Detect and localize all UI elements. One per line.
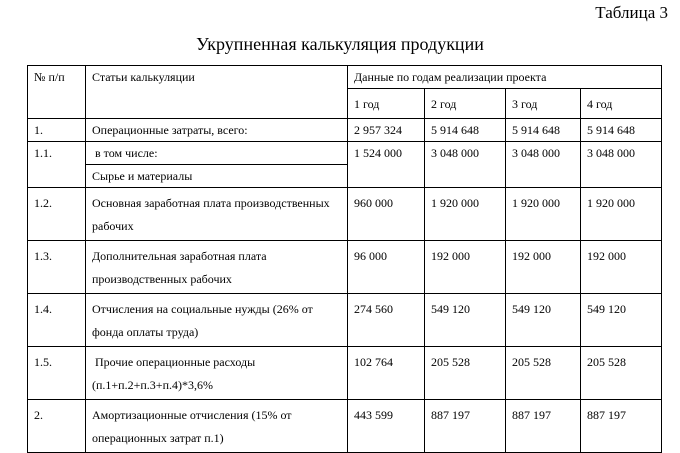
row-value: 192 000 — [425, 241, 506, 294]
row-value: 1 920 000 — [581, 188, 662, 241]
row-value: 205 528 — [581, 347, 662, 400]
row-value: 887 197 — [506, 400, 581, 453]
row-label: Сырье и материалы — [86, 165, 348, 188]
table-row — [28, 294, 662, 347]
table-caption: Укрупненная калькуляция продукции — [196, 34, 484, 54]
row-value: 1 524 000 — [348, 142, 425, 188]
row-value: 443 599 — [348, 400, 425, 453]
row-value: 549 120 — [581, 294, 662, 347]
row-num: 1.4. — [28, 294, 86, 347]
table-number: Таблица 3 — [595, 3, 668, 22]
row-value: 274 560 — [348, 294, 425, 347]
row-value: 549 120 — [425, 294, 506, 347]
table-row — [28, 188, 662, 241]
row-value: 192 000 — [506, 241, 581, 294]
row-value: 5 914 648 — [581, 119, 662, 142]
calculation-table — [27, 65, 662, 453]
row-label: Отчисления на социальные нужды (26% от фонда оплаты труда) — [86, 294, 348, 347]
header-year: 4 год — [581, 89, 662, 119]
row-value: 192 000 — [581, 241, 662, 294]
row-value: 5 914 648 — [425, 119, 506, 142]
row-value: 549 120 — [506, 294, 581, 347]
table-row — [28, 119, 662, 142]
row-value: 102 764 — [348, 347, 425, 400]
row-value: 1 920 000 — [425, 188, 506, 241]
row-value: 5 914 648 — [506, 119, 581, 142]
row-value: 96 000 — [348, 241, 425, 294]
row-value: 205 528 — [506, 347, 581, 400]
row-num: 1.5. — [28, 347, 86, 400]
row-value: 960 000 — [348, 188, 425, 241]
header-year: 3 год — [506, 89, 581, 119]
row-label: Прочие операционные расходы (п.1+п.2+п.3+п.4)*3,6% — [86, 347, 348, 400]
row-num: 1.3. — [28, 241, 86, 294]
table-header-row — [28, 66, 662, 89]
row-value: 887 197 — [425, 400, 506, 453]
header-year: 1 год — [348, 89, 425, 119]
row-value: 3 048 000 — [425, 142, 506, 188]
row-value: 3 048 000 — [506, 142, 581, 188]
row-value: 887 197 — [581, 400, 662, 453]
table-row — [28, 347, 662, 400]
row-value: 1 920 000 — [506, 188, 581, 241]
row-value: 205 528 — [425, 347, 506, 400]
table-row — [28, 142, 662, 165]
row-label: Основная заработная плата производственных рабочих — [86, 188, 348, 241]
row-value: 2 957 324 — [348, 119, 425, 142]
row-label: Амортизационные отчисления (15% от операционных затрат п.1) — [86, 400, 348, 453]
row-label: Дополнительная заработная плата производственных рабочих — [86, 241, 348, 294]
row-num: 1. — [28, 119, 86, 142]
header-data-group: Данные по годам реализации проекта — [348, 66, 662, 89]
row-num: 1.2. — [28, 188, 86, 241]
table-row — [28, 241, 662, 294]
row-value: 3 048 000 — [581, 142, 662, 188]
table-row — [28, 400, 662, 453]
row-num: 2. — [28, 400, 86, 453]
header-num: № п/п — [28, 66, 86, 119]
row-num: 1.1. — [28, 142, 86, 188]
row-label: в том числе: — [86, 142, 348, 165]
header-year: 2 год — [425, 89, 506, 119]
header-items: Статьи калькуляции — [86, 66, 348, 119]
row-label: Операционные затраты, всего: — [86, 119, 348, 142]
